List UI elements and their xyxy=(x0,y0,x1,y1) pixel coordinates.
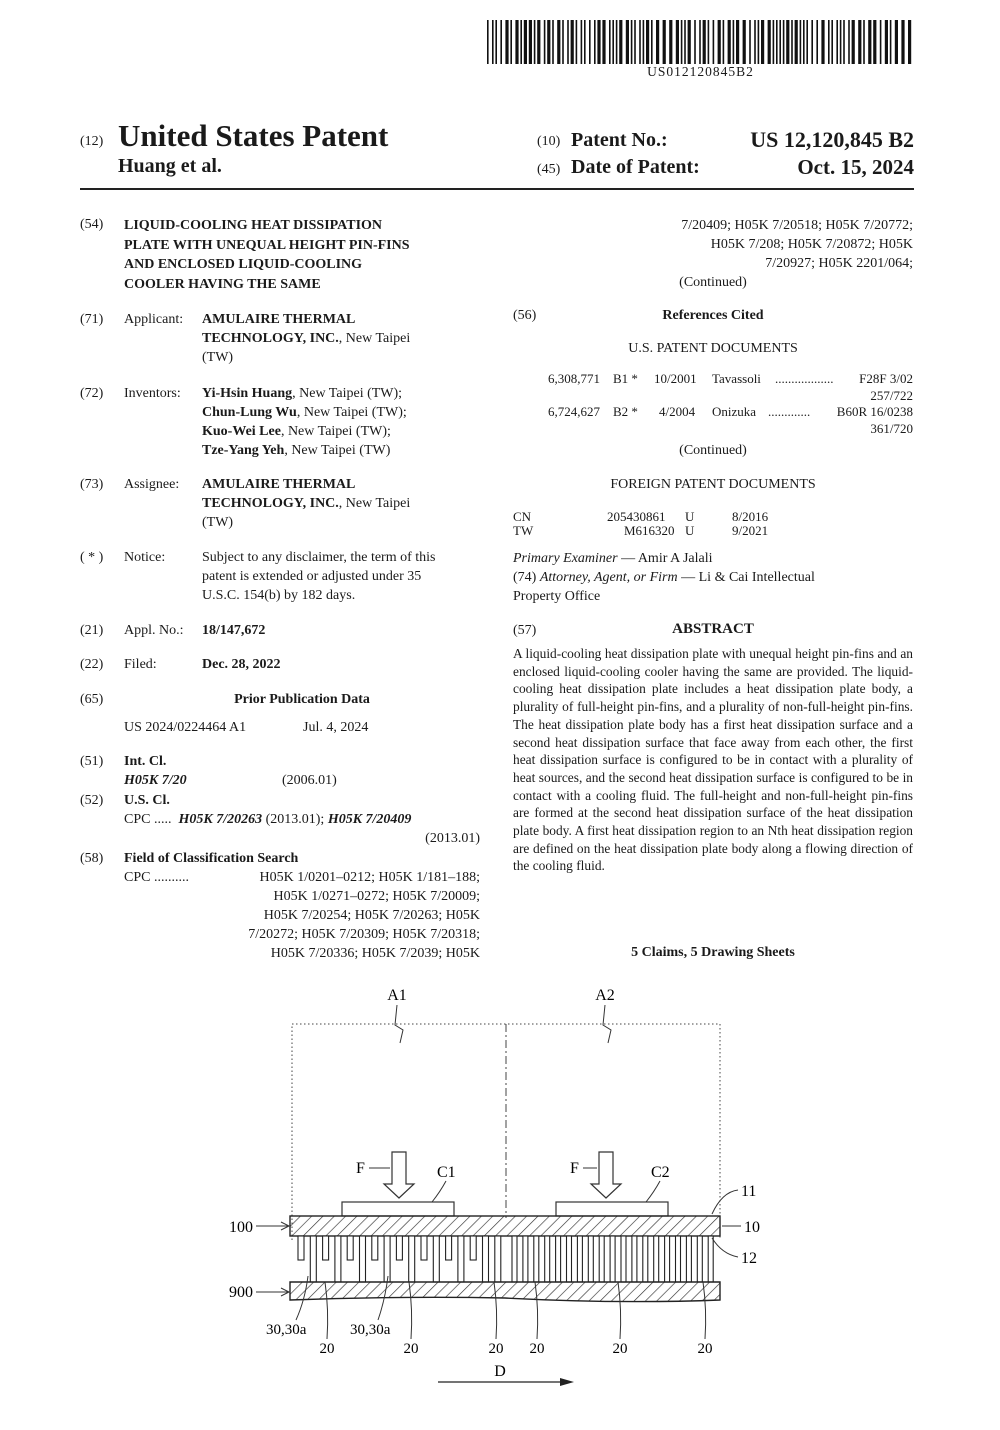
full-height-pin-fin xyxy=(556,1236,561,1282)
barcode-bar xyxy=(567,20,569,64)
continued-note: (Continued) xyxy=(679,443,747,458)
attorney-name-cont: Property Office xyxy=(513,589,601,604)
inventor xyxy=(202,403,482,422)
cpc-year: (2013.01) xyxy=(425,831,480,846)
heat-source-label: C2 xyxy=(651,1164,670,1181)
reference-subclass: 257/722 xyxy=(870,388,913,403)
barcode-bar xyxy=(663,20,666,64)
full-height-pin-fin xyxy=(654,1236,659,1282)
barcode-bar xyxy=(791,20,793,64)
inventor-name: Kuo-Wei Lee xyxy=(202,424,281,439)
references-heading: References Cited xyxy=(662,308,764,323)
leader-line xyxy=(646,1181,660,1202)
attorney xyxy=(513,568,913,606)
code-45: (45) xyxy=(537,162,561,177)
heat-source-c2 xyxy=(556,1202,668,1216)
barcode-bar xyxy=(779,20,781,64)
full-height-pin-fin xyxy=(483,1236,489,1282)
title-line: COOLER HAVING THE SAME xyxy=(124,276,321,292)
non-full-height-pin-fin xyxy=(396,1236,402,1260)
int-cl-class: H05K 7/20 xyxy=(124,773,187,788)
foreign-country: CN xyxy=(513,509,532,524)
barcode-bar xyxy=(634,20,636,64)
barcode-bar xyxy=(816,20,818,64)
filed-date: Dec. 28, 2022 xyxy=(202,657,281,672)
barcode-bar xyxy=(669,20,672,64)
barcode-bar xyxy=(708,20,710,64)
ref-label-30: 30,30a xyxy=(266,1322,307,1338)
barcode-bar xyxy=(609,20,611,64)
barcode-bar xyxy=(505,20,508,64)
full-height-pin-fin xyxy=(697,1236,702,1282)
full-height-pin-fin xyxy=(360,1236,366,1282)
inventor-name: Yi-Hsin Huang xyxy=(202,386,293,401)
barcode-bar xyxy=(694,20,696,64)
applicant-location: , New Taipei xyxy=(338,331,411,346)
barcode-bar xyxy=(594,20,596,64)
notice-line: Subject to any disclaimer, the term of this xyxy=(202,550,436,565)
barcode-bar xyxy=(776,20,778,64)
applicant xyxy=(202,310,482,367)
inventor xyxy=(202,422,482,441)
barcode-bar xyxy=(631,20,633,64)
barcode-bar xyxy=(495,20,497,64)
cpc-class: H05K 7/20263 xyxy=(178,812,263,827)
ref-label-30: 30,30a xyxy=(350,1322,391,1338)
barcode-bar xyxy=(602,20,605,64)
prior-publication-heading: Prior Publication Data xyxy=(234,692,370,707)
barcode-bar xyxy=(768,20,771,64)
prior-publication-number: US 2024/0224464 A1 xyxy=(124,720,247,735)
assignee-location: , New Taipei xyxy=(338,496,411,511)
full-height-pin-fin xyxy=(621,1236,626,1282)
barcode-bar xyxy=(571,20,574,64)
full-height-pin-fin xyxy=(610,1236,615,1282)
notice-line: patent is extended or adjusted under 35 xyxy=(202,569,422,584)
ref-label-20: 20 xyxy=(319,1341,335,1357)
barcode-bar xyxy=(557,20,560,64)
full-height-pin-fin xyxy=(495,1236,501,1282)
barcode-bar xyxy=(619,20,622,64)
non-full-height-pin-fin xyxy=(298,1236,304,1260)
applicant-country: (TW) xyxy=(202,350,234,365)
full-height-pin-fin xyxy=(384,1236,390,1282)
barcode-bar xyxy=(800,20,802,64)
barcode-bar xyxy=(908,20,911,64)
reference-number: 6,308,771 xyxy=(548,371,600,386)
document-type: United States Patent xyxy=(118,118,389,153)
inventor-location: , New Taipei (TW) xyxy=(284,443,391,458)
date-of-patent: Oct. 15, 2024 xyxy=(797,155,914,179)
barcode-bar xyxy=(552,20,554,64)
barcode-bar xyxy=(736,20,739,64)
barcode-bar xyxy=(713,20,715,64)
reference-row xyxy=(513,371,913,407)
authors: Huang et al. xyxy=(118,155,222,177)
class-line: H05K 7/208; H05K 7/20872; H05K xyxy=(710,237,913,252)
title-line: LIQUID-COOLING HEAT DISSIPATION xyxy=(124,218,383,233)
full-height-pin-fin xyxy=(458,1236,464,1282)
barcode-bar xyxy=(616,20,618,64)
full-height-pin-fin xyxy=(433,1236,439,1282)
barcode-bar xyxy=(803,20,805,64)
class-line: H05K 1/0201–0212; H05K 1/181–188; xyxy=(259,870,480,885)
barcode-bar xyxy=(487,20,489,64)
inventor-location: , New Taipei (TW); xyxy=(292,386,403,401)
cpc-class: H05K 7/20409 xyxy=(327,812,412,827)
barcode-bar xyxy=(848,20,850,64)
applicant-label: Applicant: xyxy=(124,312,184,327)
inventors-label: Inventors: xyxy=(124,386,181,401)
barcode-bar xyxy=(515,20,518,64)
representative-drawing xyxy=(0,980,1000,1390)
ref-label-10: 10 xyxy=(744,1219,760,1236)
full-height-pin-fin xyxy=(545,1236,550,1282)
foreign-kind: U xyxy=(685,523,695,538)
flow-direction-label: D xyxy=(494,1363,506,1380)
code-56: (56) xyxy=(513,308,537,323)
barcode-bar xyxy=(597,20,600,64)
force-label: F xyxy=(356,1160,365,1177)
barcode-bar xyxy=(786,20,789,64)
reference-class: F28F 3/02 xyxy=(859,371,913,386)
non-full-height-pin-fin xyxy=(421,1236,427,1260)
reference-leader: .................. xyxy=(775,371,834,386)
abstract-heading: ABSTRACT xyxy=(672,621,754,637)
assignee-country: (TW) xyxy=(202,515,234,530)
code-54: (54) xyxy=(80,217,104,232)
attorney-name: — Li & Cai Intellectual xyxy=(681,570,815,585)
barcode-bar xyxy=(576,20,578,64)
barcode-bar xyxy=(723,20,725,64)
force-arrow-2 xyxy=(591,1152,621,1198)
barcode-bar xyxy=(651,20,653,64)
code-71: (71) xyxy=(80,312,104,327)
assignee-name-line: TECHNOLOGY, INC. xyxy=(202,496,339,511)
primary-examiner xyxy=(513,549,712,568)
arrow-head xyxy=(560,1378,574,1386)
barcode-bar xyxy=(821,20,824,64)
non-full-height-pin-fin xyxy=(347,1236,353,1260)
barcode-bar xyxy=(703,20,706,64)
barcode-bar xyxy=(524,20,527,64)
non-full-height-pin-fin xyxy=(470,1236,476,1260)
barcode-bar xyxy=(492,20,494,64)
appl-number: 18/147,672 xyxy=(202,623,266,638)
barcode xyxy=(487,20,914,64)
claims-summary: 5 Claims, 5 Drawing Sheets xyxy=(631,945,795,960)
non-full-height-pin-fin xyxy=(372,1236,378,1260)
attorney-label: Attorney, Agent, or Firm xyxy=(539,570,678,585)
code-57: (57) xyxy=(513,623,537,638)
us-cl-label: U.S. Cl. xyxy=(124,793,170,808)
full-height-pin-fin xyxy=(665,1236,670,1282)
barcode-bar xyxy=(656,20,659,64)
barcode-bar xyxy=(612,20,614,64)
barcode-bar xyxy=(811,20,813,64)
cpc-year: (2013.01); xyxy=(265,812,325,827)
full-height-pin-fin xyxy=(335,1236,341,1282)
class-line: H05K 1/0271–0272; H05K 7/20009; xyxy=(273,889,480,904)
barcode-bar xyxy=(534,20,536,64)
force-arrow-1 xyxy=(384,1152,414,1198)
class-line: H05K 7/20336; H05K 7/2039; H05K xyxy=(270,946,480,961)
prior-publication-date: Jul. 4, 2024 xyxy=(303,720,369,735)
foreign-date: 9/2021 xyxy=(732,523,769,538)
code-73: (73) xyxy=(80,477,104,492)
field-of-search-label: Field of Classification Search xyxy=(124,851,299,866)
full-height-pin-fin xyxy=(599,1236,604,1282)
barcode-bar xyxy=(688,20,691,64)
barcode-bar xyxy=(840,20,842,64)
non-full-height-pin-fin xyxy=(446,1236,452,1260)
heat-source-c1 xyxy=(342,1202,454,1216)
inventor-name: Chun-Lung Wu xyxy=(202,405,297,420)
assignee xyxy=(202,475,482,532)
barcode-bar xyxy=(831,20,833,64)
code-21: (21) xyxy=(80,623,104,638)
barcode-bar xyxy=(880,20,882,64)
barcode-bar xyxy=(852,20,855,64)
invention-title xyxy=(124,216,464,294)
barcode-bar xyxy=(684,20,686,64)
barcode-bar xyxy=(520,20,522,64)
barcode-bar xyxy=(547,20,550,64)
code-58: (58) xyxy=(80,851,104,866)
title-line: PLATE WITH UNEQUAL HEIGHT PIN-FINS xyxy=(124,237,410,253)
barcode-bar xyxy=(758,20,760,64)
barcode-bar xyxy=(589,20,591,64)
barcode-bar xyxy=(646,20,649,64)
ref-label-20: 20 xyxy=(488,1341,504,1357)
barcode-bar xyxy=(643,20,645,64)
full-height-pin-fin xyxy=(708,1236,713,1282)
foreign-country: TW xyxy=(513,523,534,538)
full-height-pin-fin xyxy=(632,1236,637,1282)
barcode-bar xyxy=(873,20,876,64)
full-height-pin-fin xyxy=(523,1236,528,1282)
barcode-number: US012120845B2 xyxy=(647,64,754,79)
foreign-number: M616320 xyxy=(624,523,675,538)
barcode-bar xyxy=(895,20,898,64)
abstract-text: A liquid-cooling heat dissipation plate with unequal height pin-fins and an enclosed liquid-cooling cooler having the same are provided. The liquid-cooling heat dissipation plate includes a heat dissipation plate body, a plurality of full-height pin-fins, and a plurality of non-full-height pin-fins. The heat dissipation plate body has a first heat dissipation surface and a second heat dissipation surface that face away from each other, the first heat dissipation surface is configured to be in contact with a plurality of heat sources, and the second heat dissipation surface is configured to be in contact with a cooling fluid. The full-height and non-full-height pin-fins are formed at the second heat dissipation surface of the heat dissipation plate body. A first heat dissipation region to an Nth heat dissipation region are defined on the heat dissipation plate body along a flowing direction of the cooling fluid. xyxy=(513,646,913,874)
class-line: 7/20409; H05K 7/20518; H05K 7/20772; xyxy=(681,218,913,233)
barcode-bar xyxy=(836,20,838,64)
full-height-pin-fin xyxy=(676,1236,681,1282)
date-of-patent-label: Date of Patent: xyxy=(571,156,700,178)
int-cl-label: Int. Cl. xyxy=(124,754,167,769)
ref-label-100: 100 xyxy=(229,1219,253,1236)
continued-note: (Continued) xyxy=(679,275,747,290)
notice-text xyxy=(202,548,480,605)
assignee-label: Assignee: xyxy=(124,477,180,492)
foreign-kind: U xyxy=(685,509,695,524)
applicant-name-line: TECHNOLOGY, INC. xyxy=(202,331,339,346)
field-of-search-continued xyxy=(560,216,913,273)
cooler-base xyxy=(290,1282,720,1302)
barcode-bar xyxy=(754,20,756,64)
barcode-bar xyxy=(529,20,532,64)
inventors-list xyxy=(202,384,482,460)
reference-date: 10/2001 xyxy=(654,371,697,386)
ref-label-20: 20 xyxy=(403,1341,419,1357)
inventor xyxy=(202,384,482,403)
full-height-pin-fin xyxy=(686,1236,691,1282)
full-height-pin-fin xyxy=(567,1236,572,1282)
barcode-bar xyxy=(743,20,746,64)
barcode-bar xyxy=(773,20,775,64)
reference-inventor: Tavassoli xyxy=(712,371,761,386)
barcode-bar xyxy=(562,20,564,64)
barcode-bar xyxy=(828,20,830,64)
patent-number-label: Patent No.: xyxy=(571,129,668,151)
barcode-bar xyxy=(584,20,586,64)
barcode-bar xyxy=(544,20,546,64)
foreign-documents-heading: FOREIGN PATENT DOCUMENTS xyxy=(610,477,816,492)
barcode-bar xyxy=(581,20,583,64)
code-12: (12) xyxy=(80,134,104,149)
barcode-bar xyxy=(885,20,888,64)
class-line: H05K 7/20254; H05K 7/20263; H05K xyxy=(263,908,480,923)
code-72: (72) xyxy=(80,386,104,401)
ref-label-20: 20 xyxy=(697,1341,713,1357)
applicant-name-line: AMULAIRE THERMAL xyxy=(202,312,356,327)
foreign-reference-row xyxy=(513,523,913,539)
reference-row xyxy=(513,404,913,440)
inventor-location: , New Taipei (TW); xyxy=(296,405,407,420)
barcode-bar xyxy=(699,20,701,64)
class-line: 7/20272; H05K 7/20309; H05K 7/20318; xyxy=(248,927,480,942)
notice-label: Notice: xyxy=(124,550,166,565)
full-height-pin-fin xyxy=(534,1236,539,1282)
notice-line: U.S.C. 154(b) by 182 days. xyxy=(202,588,356,603)
barcode-bar xyxy=(718,20,721,64)
assignee-name-line: AMULAIRE THERMAL xyxy=(202,477,356,492)
appl-no-label: Appl. No.: xyxy=(124,623,184,638)
ref-label-11: 11 xyxy=(741,1183,757,1200)
code-52: (52) xyxy=(80,793,104,808)
cpc-line xyxy=(124,810,480,829)
reference-kind: B2 * xyxy=(613,404,638,419)
barcode-bar xyxy=(795,20,798,64)
code-74: (74) xyxy=(513,570,537,585)
code-notice: ( * ) xyxy=(80,550,104,565)
leader-line xyxy=(712,1238,738,1257)
code-10: (10) xyxy=(537,134,561,149)
barcode-bar xyxy=(728,20,731,64)
examiner-name: — Amir A Jalali xyxy=(621,551,713,566)
heat-dissipation-plate xyxy=(290,1216,720,1236)
code-22: (22) xyxy=(80,657,104,672)
barcode-bar xyxy=(783,20,785,64)
full-height-pin-fin xyxy=(310,1236,316,1282)
field-cpc-prefix: CPC .......... xyxy=(124,870,189,885)
full-height-pin-fin xyxy=(643,1236,648,1282)
pin-fins xyxy=(298,1236,713,1282)
barcode-bar xyxy=(890,20,892,64)
barcode-bar xyxy=(863,20,865,64)
barcode-bar xyxy=(761,20,764,64)
barcode-bar xyxy=(749,20,751,64)
reference-date: 4/2004 xyxy=(659,404,696,419)
ref-label-12: 12 xyxy=(741,1250,757,1267)
reference-subclass: 361/720 xyxy=(870,421,913,436)
leader-line xyxy=(712,1190,738,1214)
us-documents-heading: U.S. PATENT DOCUMENTS xyxy=(628,341,798,356)
barcode-bar xyxy=(537,20,540,64)
barcode-bar xyxy=(733,20,735,64)
force-label: F xyxy=(570,1160,579,1177)
barcode-bar xyxy=(681,20,683,64)
barcode-bar xyxy=(500,20,502,64)
barcode-bar xyxy=(806,20,808,64)
foreign-date: 8/2016 xyxy=(732,509,769,524)
full-height-pin-fin xyxy=(409,1236,415,1282)
region-label-a1: A1 xyxy=(387,987,407,1004)
reference-leader: ............. xyxy=(768,404,811,419)
int-cl-year: (2006.01) xyxy=(282,773,337,788)
non-full-height-pin-fin xyxy=(323,1236,329,1260)
reference-number: 6,724,627 xyxy=(548,404,600,419)
barcode-bar xyxy=(901,20,904,64)
reference-inventor: Onizuka xyxy=(712,404,757,419)
barcode-bar xyxy=(510,20,512,64)
full-height-pin-fin xyxy=(588,1236,593,1282)
ref-label-900: 900 xyxy=(229,1284,253,1301)
inventor-name: Tze-Yang Yeh xyxy=(202,443,285,458)
field-of-search-classes xyxy=(200,868,480,963)
inventor xyxy=(202,441,482,460)
leader-line xyxy=(432,1181,446,1202)
patent-number: US 12,120,845 B2 xyxy=(750,127,914,152)
reference-kind: B1 * xyxy=(613,371,638,386)
heat-source-label: C1 xyxy=(437,1164,456,1181)
region-label-a2: A2 xyxy=(595,987,615,1004)
barcode-bar xyxy=(676,20,679,64)
inventor-location: , New Taipei (TW); xyxy=(280,424,391,439)
full-height-pin-fin xyxy=(577,1236,582,1282)
ref-label-20: 20 xyxy=(529,1341,545,1357)
reference-class: B60R 16/0238 xyxy=(836,404,913,419)
code-65: (65) xyxy=(80,692,104,707)
barcode-bar xyxy=(626,20,629,64)
examiner-label: Primary Examiner xyxy=(513,551,618,566)
filed-label: Filed: xyxy=(124,657,157,672)
cpc-prefix: CPC ..... xyxy=(124,812,172,827)
foreign-number: 205430861 xyxy=(607,509,666,524)
class-line: 7/20927; H05K 2201/064; xyxy=(765,256,913,271)
barcode-bar xyxy=(639,20,641,64)
barcode-bar xyxy=(843,20,845,64)
barcode-bar xyxy=(858,20,861,64)
full-height-pin-fin xyxy=(512,1236,517,1282)
barcode-bar xyxy=(868,20,871,64)
header-rule xyxy=(80,188,914,190)
ref-label-20: 20 xyxy=(612,1341,628,1357)
title-line: AND ENCLOSED LIQUID-COOLING xyxy=(124,257,363,272)
code-51: (51) xyxy=(80,754,104,769)
